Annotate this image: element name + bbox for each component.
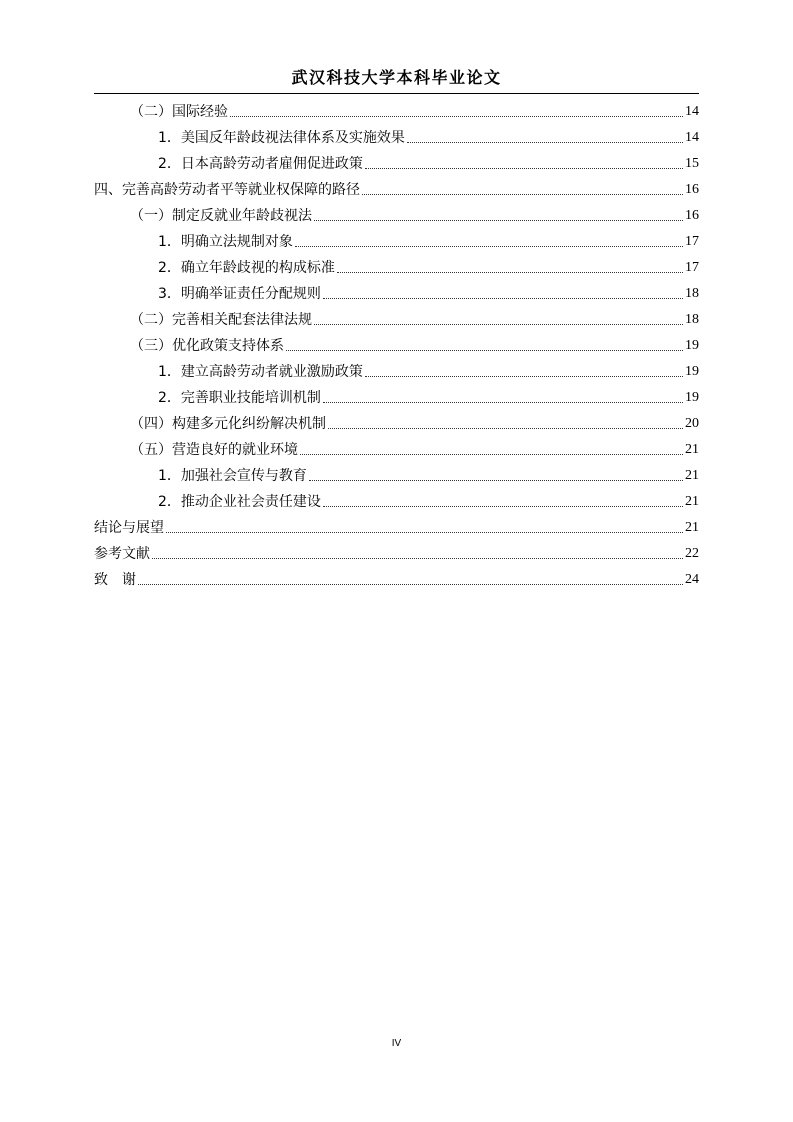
toc-dot-leader (300, 453, 683, 455)
toc-entry-page: 14 (685, 130, 699, 145)
toc-entry-page: 17 (685, 234, 699, 249)
toc-entry-page: 14 (685, 104, 699, 119)
toc-entry-title: 1．明确立法规制对象 (158, 234, 293, 250)
header-rule (94, 93, 699, 94)
toc-entry-title: （一）制定反就业年龄歧视法 (130, 208, 312, 224)
toc-entry[interactable] (94, 225, 699, 251)
toc-dot-leader (230, 115, 683, 117)
toc-entry[interactable] (94, 511, 699, 537)
toc-entry-page: 18 (685, 286, 699, 301)
toc-entry[interactable] (94, 277, 699, 303)
toc-entry-title: 结论与展望 (94, 520, 164, 536)
toc-dot-leader (323, 297, 683, 299)
toc-entry-title: 参考文献 (94, 546, 150, 562)
toc-dot-leader (314, 219, 683, 221)
toc-entry[interactable] (94, 407, 699, 433)
toc-entry-page: 17 (685, 260, 699, 275)
toc-dot-leader (323, 401, 683, 403)
toc-dot-leader (286, 349, 683, 351)
toc-entry-title: 1．建立高龄劳动者就业激励政策 (158, 364, 363, 380)
toc-entry[interactable] (94, 563, 699, 589)
toc-entry-title: 致 谢 (94, 572, 136, 588)
toc-entry-title: 2．日本高龄劳动者雇佣促进政策 (158, 156, 363, 172)
toc-entry-title: 四、完善高龄劳动者平等就业权保障的路径 (94, 182, 360, 198)
toc-dot-leader (295, 245, 683, 247)
toc-dot-leader (365, 167, 683, 169)
toc-entry-page: 21 (685, 520, 699, 535)
toc-entry-title: 2．完善职业技能培训机制 (158, 390, 321, 406)
toc-entry-page: 24 (685, 572, 699, 587)
toc-dot-leader (138, 583, 683, 585)
toc-entry[interactable] (94, 121, 699, 147)
toc-entry-title: 2．推动企业社会责任建设 (158, 494, 321, 510)
toc-dot-leader (166, 531, 683, 533)
toc-entry-page: 21 (685, 442, 699, 457)
toc-entry-title: 3．明确举证责任分配规则 (158, 286, 321, 302)
toc-entry-title: （四）构建多元化纠纷解决机制 (130, 416, 326, 432)
toc-entry[interactable] (94, 485, 699, 511)
toc-entry-page: 19 (685, 364, 699, 379)
toc-entry[interactable] (94, 459, 699, 485)
toc-entry-page: 16 (685, 208, 699, 223)
toc-entry[interactable] (94, 173, 699, 199)
toc-dot-leader (328, 427, 683, 429)
toc-entry-page: 21 (685, 494, 699, 509)
toc-entry[interactable] (94, 381, 699, 407)
toc-dot-leader (309, 479, 683, 481)
toc-entry-title: （二）完善相关配套法律法规 (130, 312, 312, 328)
toc-dot-leader (365, 375, 683, 377)
toc-entry-page: 20 (685, 416, 699, 431)
toc-entry-page: 22 (685, 546, 699, 561)
toc-entry-title: 1．加强社会宣传与教育 (158, 468, 307, 484)
toc-dot-leader (337, 271, 683, 273)
toc-entry-title: 2．确立年龄歧视的构成标准 (158, 260, 335, 276)
toc-dot-leader (362, 193, 683, 195)
toc-entry-title: （五）营造良好的就业环境 (130, 442, 298, 458)
toc-entry-title: （二）国际经验 (130, 104, 228, 120)
toc-entry[interactable] (94, 251, 699, 277)
toc-entry[interactable] (94, 303, 699, 329)
toc-entry-page: 21 (685, 468, 699, 483)
toc-entry[interactable] (94, 355, 699, 381)
toc-entry-page: 18 (685, 312, 699, 327)
toc-entry[interactable] (94, 147, 699, 173)
page-header-title: 武汉科技大学本科毕业论文 (291, 68, 502, 87)
toc-entry-title: （三）优化政策支持体系 (130, 338, 284, 354)
toc-dot-leader (323, 505, 683, 507)
toc-dot-leader (152, 557, 683, 559)
toc-entry[interactable] (94, 433, 699, 459)
toc-entry-page: 15 (685, 156, 699, 171)
toc-entry[interactable] (94, 329, 699, 355)
page-number: IV (391, 1038, 402, 1049)
toc-entry-title: 1．美国反年龄歧视法律体系及实施效果 (158, 130, 405, 146)
toc-entry[interactable] (94, 199, 699, 225)
toc-entry-page: 19 (685, 338, 699, 353)
toc-entry-page: 16 (685, 182, 699, 197)
table-of-contents (94, 95, 699, 589)
toc-dot-leader (314, 323, 683, 325)
toc-entry-page: 19 (685, 390, 699, 405)
toc-dot-leader (407, 141, 683, 143)
toc-entry[interactable] (94, 95, 699, 121)
toc-entry[interactable] (94, 537, 699, 563)
